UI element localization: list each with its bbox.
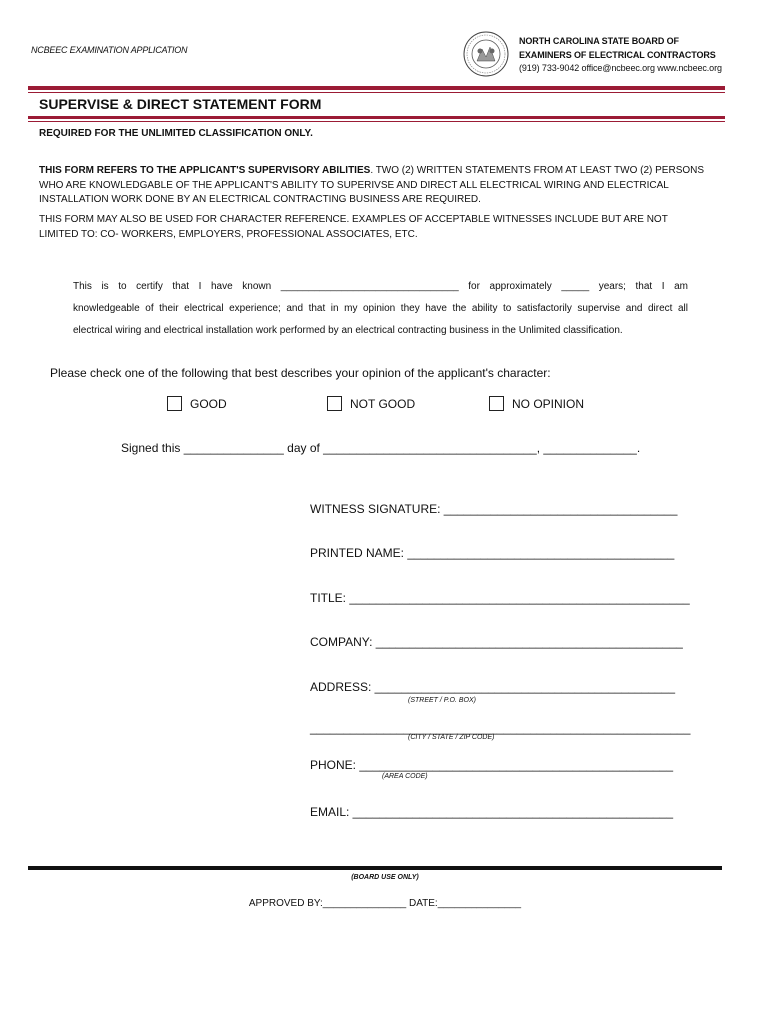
title-rule-thin xyxy=(28,121,725,122)
header-rule xyxy=(28,86,725,90)
option-good[interactable] xyxy=(167,396,227,411)
not-good-label: NOT GOOD xyxy=(350,396,416,411)
board-use-label: (BOARD USE ONLY) xyxy=(351,874,419,881)
witness-signature-field[interactable]: WITNESS SIGNATURE: ___________________________________ xyxy=(310,502,678,516)
phone-field[interactable]: PHONE: _______________________________________________ xyxy=(310,758,674,772)
no-opinion-label: NO OPINION xyxy=(512,396,585,411)
certification-line-3: electrical wiring and electrical installation work performed by an electrical contracting business in the Unlimited classification. xyxy=(73,325,623,336)
city-hint: (CITY / STATE / ZIP CODE) xyxy=(408,734,495,741)
intro-bold: THIS FORM REFERS TO THE APPLICANT'S SUPERVISORY ABILITIES xyxy=(39,165,371,176)
title-rule xyxy=(28,116,725,119)
title-field[interactable]: TITLE: ___________________________________________________ xyxy=(310,591,690,605)
character-reference-note: THIS FORM MAY ALSO BE USED FOR CHARACTER REFERENCE. EXAMPLES OF ACCEPTABLE WITNESSES INCLUDE BUT ARE NOT LIMITED TO: CO- WORKERS, EMPLOYERS, PROFESSIONAL ASSOCIATES, ETC. xyxy=(39,214,668,240)
state-seal-icon xyxy=(463,31,509,77)
printed-name-field[interactable]: PRINTED NAME: ________________________________________ xyxy=(310,546,675,560)
required-note: REQUIRED FOR THE UNLIMITED CLASSIFICATION ONLY. xyxy=(39,128,313,139)
board-contact: (919) 733-9042 office@ncbeec.org www.ncbeec.org xyxy=(519,63,722,73)
signed-date-line[interactable]: Signed this _______________ day of ________________________________, ______________. xyxy=(121,441,641,455)
intro-text: . TWO (2) WRITTEN STATEMENTS FROM AT LEAST TWO (2) PERSONS WHO ARE KNOWLEDGABLE OF THE APPLICANT'S ABILITY TO SUPERIVSE AND DIRECT ALL ELECTRICAL WIRING AND ELECTRICAL INSTALLATION WORK DONE BY AN ELECTRICAL CONTRACTING BUSINESS ARE REQUIRED. xyxy=(39,165,705,205)
header-rule-thin xyxy=(28,92,725,93)
certification-line-1[interactable]: This is to certify that I have known ________________________________ for approximately _____ years; that I am xyxy=(73,281,688,292)
not-good-checkbox[interactable] xyxy=(327,396,342,411)
board-name-line-1: NORTH CAROLINA STATE BOARD OF xyxy=(519,36,679,46)
board-name-line-2: EXAMINERS OF ELECTRICAL CONTRACTORS xyxy=(519,50,716,60)
application-code: NCBEEC EXAMINATION APPLICATION xyxy=(31,45,188,55)
certification-line-2: knowledgeable of their electrical experience; and that in my opinion they have the ability to satisfactorily supervise and direct all xyxy=(73,303,688,314)
good-checkbox[interactable] xyxy=(167,396,182,411)
good-label: GOOD xyxy=(190,396,227,411)
option-not-good[interactable] xyxy=(327,396,415,411)
city-state-zip-field[interactable]: _________________________________________________________ xyxy=(310,721,691,735)
company-field[interactable]: COMPANY: ______________________________________________ xyxy=(310,635,683,649)
street-hint: (STREET / P.O. BOX) xyxy=(408,697,476,704)
email-field[interactable]: EMAIL: ________________________________________________ xyxy=(310,805,674,819)
option-no-opinion[interactable] xyxy=(489,396,584,411)
character-question: Please check one of the following that best describes your opinion of the applicant's character: xyxy=(50,366,551,380)
board-use-divider xyxy=(28,866,722,870)
area-code-hint: (AREA CODE) xyxy=(382,773,428,780)
intro-paragraph xyxy=(39,164,709,208)
no-opinion-checkbox[interactable] xyxy=(489,396,504,411)
approval-line[interactable]: APPROVED BY:_______________ DATE:_______________ xyxy=(248,898,522,909)
form-title: SUPERVISE & DIRECT STATEMENT FORM xyxy=(39,96,322,112)
address-field[interactable]: ADDRESS: _____________________________________________ xyxy=(310,680,676,694)
